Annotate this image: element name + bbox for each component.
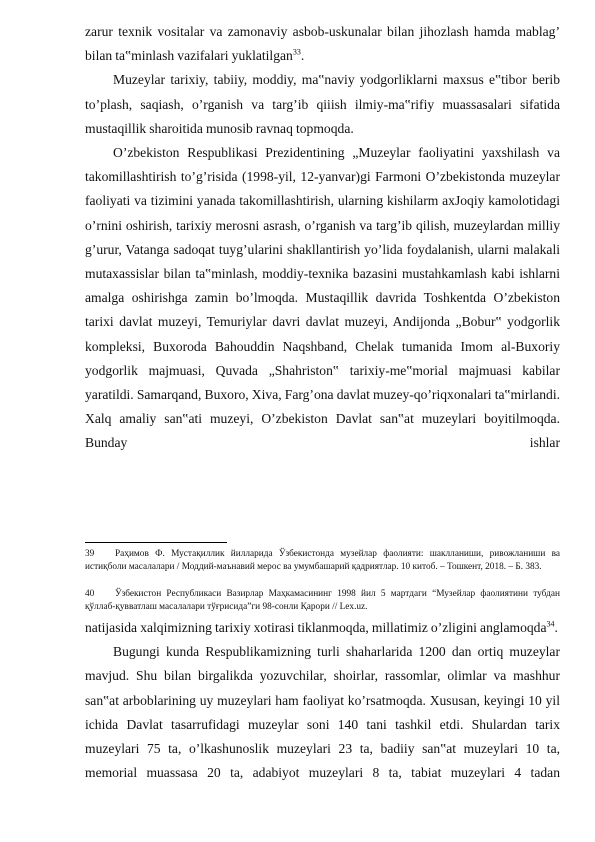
footnote-ref-33: 33 xyxy=(292,47,301,57)
footnote-number: 39 xyxy=(85,549,95,559)
paragraph-4-end: . xyxy=(554,620,558,635)
footnote-text: Ўзбекистон Республикаси Вазирлар Маҳкамасининг 1998 йил 5 мартдаги “Музейлар фаолиятини тубдан қўллаб-қувватлаш масалалари тўғрисида”ги 98-сонли Қарори // Lex.uz. xyxy=(85,589,560,613)
paragraph-5: Bugungi kunda Respublikamizning turli shaharlarida 1200 dan ortiq muzeylar mavjud. Shu bilan birgalikda yozuvchilar, shoirlar, rassomlar, olimlar va mashhur san‟at arboblarining uy muzeylari ham faoliyat ko’rsatmoqda. Xususan, keyingi 10 yil ichida Davlat tasarrufidagi muzeylar soni 140 tani tashkil etdi. Shulardan tarix muzeylari 75 ta, o’lkashunoslik muzeylari 23 ta, badiiy san‟at muzeylari 10 ta, memorial muassasa 20 ta, adabiyot muzeylari 8 ta, tabiat muzeylari 4 tadan xyxy=(85,644,560,781)
paragraph-1-end: . xyxy=(300,48,305,64)
footnote-40 xyxy=(85,588,560,614)
footnote-text: Раҳимов Ф. Мустақиллик йилларида Ўзбекистонда музейлар фаолияти: шаклланиши, ривожланиши ва истиқболи масалалари / Моддий-маънавий мерос ва умумбашарий қадриятлар. 10 китоб. – Тошкент, 2018. – Б. 383. xyxy=(85,549,560,573)
body-text-top xyxy=(85,20,560,456)
paragraph-4 xyxy=(85,616,560,640)
footnote-number: 40 xyxy=(85,589,95,599)
paragraph-1-text: zarur texnik vositalar va zamonaviy asbob-uskunalar bilan jihozlash hamda mablag’ bilan ta‟minlash vazifalari yuklatilgan xyxy=(85,24,560,64)
footnote-separator xyxy=(85,542,227,543)
paragraph-4-text: natijasida xalqimizning tarixiy xotirasi tiklanmoqda, millatimiz o’zligini anglamoqda xyxy=(85,620,547,635)
paragraph-2: Muzeylar tarixiy, tabiiy, moddiy, ma‟naviy yodgorliklarni maxsus e‟tibor berib to’plash, saqiash, o’rganish va targ’ib qiiish ilmiy-ma‟rifiy muassasalari sifatida mustaqillik sharoitida munosib ravnaq topmoqda. xyxy=(85,72,560,136)
paragraph-1 xyxy=(85,20,560,68)
paragraph-3: O’zbekiston Respublikasi Prezidentining „Muzeylar faoliyatini yaxshilash va takomillashtirish to’g’risida (1998-yil, 12-yanvar)gi Farmoni O’zbekistonda muzeylar faoliyati va tizimini yanada takomillashtirish, ularning kishilarm axJoqiy kamolotidagi o’rnini oshirish, tarixiy merosni asrash, o’rganish va targ’ib qilish, muzeylardan milliy g’urur, Vatanga sadoqat tuyg’ularini shakllantirish yo’lida foydalanish, ularni malakali mutaxassislar bilan ta‟minlash, moddiy-texnika bazasini mustahkamlash kabi ishlarni amalga oshirishga zamin bo’lmoqda. Mustaqillik davrida Toshkentda O’zbekiston tarixi davlat muzeyi, Temuriylar davri davlat muzeyi, Andijonda „Bobur‟ yodgorlik kompleksi, Buxoroda Bahouddin Naqshband, Chelak tumanida Imom al-Buxoriy yodgorlik majmuasi, Quvada „Shahriston‟ tarixiy-me‟morial majmuasi kabilar yaratildi. Samarqand, Buxoro, Xiva, Farg’ona davlat muzey-qo’riqxonalari ta‟mirlandi. Xalq amaliy san‟ati muzeyi, O’zbekiston Davlat san‟at muzeylari boyitilmoqda. Bunday ishlar xyxy=(85,145,560,451)
body-text-bottom xyxy=(85,616,560,785)
footnote-39 xyxy=(85,548,560,574)
footnote-ref-34: 34 xyxy=(546,619,555,629)
